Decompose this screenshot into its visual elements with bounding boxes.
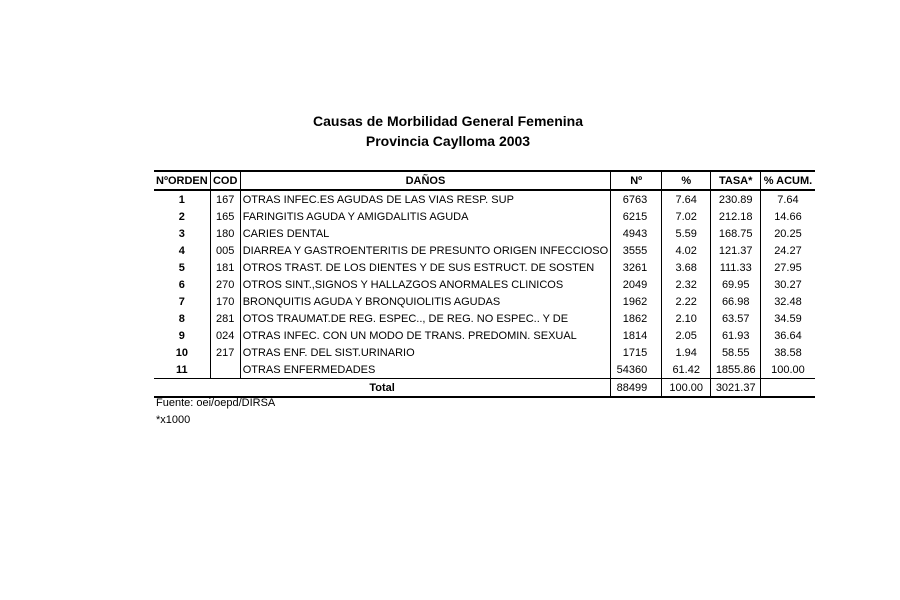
cell-cod: 167 (210, 190, 240, 208)
cell-tasa: 61.93 (711, 327, 761, 344)
cell-tasa: 168.75 (711, 225, 761, 242)
cell-orden: 10 (154, 344, 210, 361)
table-row (154, 361, 815, 379)
cell-acum: 34.59 (761, 310, 815, 327)
cell-orden: 11 (154, 361, 210, 379)
cell-cod: 281 (210, 310, 240, 327)
total-n: 88499 (611, 379, 662, 398)
cell-acum: 24.27 (761, 242, 815, 259)
cell-acum: 30.27 (761, 276, 815, 293)
header-row (154, 171, 815, 190)
cell-orden: 9 (154, 327, 210, 344)
table-row (154, 242, 815, 259)
total-label: Total (154, 379, 611, 398)
cell-cod (210, 361, 240, 379)
table-row (154, 208, 815, 225)
cell-tasa: 66.98 (711, 293, 761, 310)
cell-pct: 7.64 (662, 190, 711, 208)
cell-tasa: 69.95 (711, 276, 761, 293)
table-row (154, 190, 815, 208)
cell-acum: 100.00 (761, 361, 815, 379)
cell-n: 54360 (611, 361, 662, 379)
cell-orden: 5 (154, 259, 210, 276)
cell-acum: 7.64 (761, 190, 815, 208)
table-title: Causas de Morbilidad General Femenina (313, 113, 583, 129)
cell-n: 2049 (611, 276, 662, 293)
cell-pct: 2.10 (662, 310, 711, 327)
header-cod: COD (210, 171, 240, 190)
cell-cod: 170 (210, 293, 240, 310)
table-row (154, 344, 815, 361)
cell-orden: 6 (154, 276, 210, 293)
cell-acum: 38.58 (761, 344, 815, 361)
cell-tasa: 63.57 (711, 310, 761, 327)
cell-pct: 3.68 (662, 259, 711, 276)
cell-tasa: 111.33 (711, 259, 761, 276)
cell-acum: 14.66 (761, 208, 815, 225)
cell-orden: 4 (154, 242, 210, 259)
cell-cod: 217 (210, 344, 240, 361)
cell-pct: 4.02 (662, 242, 711, 259)
cell-pct: 2.05 (662, 327, 711, 344)
table-row (154, 276, 815, 293)
cell-pct: 7.02 (662, 208, 711, 225)
cell-danos: OTRAS INFEC.ES AGUDAS DE LAS VIAS RESP. SUP (240, 190, 611, 208)
cell-orden: 1 (154, 190, 210, 208)
cell-acum: 32.48 (761, 293, 815, 310)
cell-tasa: 230.89 (711, 190, 761, 208)
cell-n: 1715 (611, 344, 662, 361)
cell-tasa: 58.55 (711, 344, 761, 361)
cell-pct: 2.32 (662, 276, 711, 293)
cell-n: 1962 (611, 293, 662, 310)
header-danos: DAÑOS (240, 171, 611, 190)
cell-n: 4943 (611, 225, 662, 242)
cell-n: 6763 (611, 190, 662, 208)
header-orden: NºORDEN (154, 171, 210, 190)
total-acum (761, 379, 815, 398)
cell-danos: OTOS TRAUMAT.DE REG. ESPEC.., DE REG. NO ESPEC.. Y DE (240, 310, 611, 327)
cell-n: 6215 (611, 208, 662, 225)
cell-n: 3555 (611, 242, 662, 259)
cell-tasa: 1855.86 (711, 361, 761, 379)
cell-danos: BRONQUITIS AGUDA Y BRONQUIOLITIS AGUDAS (240, 293, 611, 310)
cell-cod: 270 (210, 276, 240, 293)
cell-danos: DIARREA Y GASTROENTERITIS DE PRESUNTO ORIGEN INFECCIOSO (240, 242, 611, 259)
total-tasa: 3021.37 (711, 379, 761, 398)
cell-danos: CARIES DENTAL (240, 225, 611, 242)
cell-danos: FARINGITIS AGUDA Y AMIGDALITIS AGUDA (240, 208, 611, 225)
header-tasa: TASA* (711, 171, 761, 190)
total-row (154, 379, 815, 398)
morbidity-table (154, 170, 815, 398)
table-row (154, 293, 815, 310)
cell-cod: 181 (210, 259, 240, 276)
cell-n: 1862 (611, 310, 662, 327)
cell-danos: OTRAS ENFERMEDADES (240, 361, 611, 379)
cell-tasa: 212.18 (711, 208, 761, 225)
cell-cod: 005 (210, 242, 240, 259)
cell-pct: 2.22 (662, 293, 711, 310)
header-acum: % ACUM. (761, 171, 815, 190)
header-pct: % (662, 171, 711, 190)
cell-cod: 024 (210, 327, 240, 344)
cell-pct: 1.94 (662, 344, 711, 361)
rate-note: *x1000 (156, 414, 191, 426)
cell-danos: OTRAS ENF. DEL SIST.URINARIO (240, 344, 611, 361)
table-row (154, 225, 815, 242)
cell-orden: 7 (154, 293, 210, 310)
table-row (154, 327, 815, 344)
table-row (154, 310, 815, 327)
cell-orden: 8 (154, 310, 210, 327)
cell-pct: 5.59 (662, 225, 711, 242)
table-row (154, 259, 815, 276)
cell-danos: OTROS SINT.,SIGNOS Y HALLAZGOS ANORMALES CLINICOS (240, 276, 611, 293)
cell-cod: 180 (210, 225, 240, 242)
cell-orden: 2 (154, 208, 210, 225)
cell-danos: OTRAS INFEC. CON UN MODO DE TRANS. PREDOMIN. SEXUAL (240, 327, 611, 344)
header-n: Nº (611, 171, 662, 190)
cell-danos: OTROS TRAST. DE LOS DIENTES Y DE SUS ESTRUCT. DE SOSTEN (240, 259, 611, 276)
cell-n: 3261 (611, 259, 662, 276)
total-pct: 100.00 (662, 379, 711, 398)
cell-n: 1814 (611, 327, 662, 344)
cell-acum: 27.95 (761, 259, 815, 276)
cell-pct: 61.42 (662, 361, 711, 379)
cell-acum: 20.25 (761, 225, 815, 242)
cell-orden: 3 (154, 225, 210, 242)
cell-tasa: 121.37 (711, 242, 761, 259)
table-subtitle: Provincia Caylloma 2003 (365, 133, 531, 149)
source-note: Fuente: oei/oepd/DIRSA (156, 397, 276, 409)
cell-acum: 36.64 (761, 327, 815, 344)
cell-cod: 165 (210, 208, 240, 225)
